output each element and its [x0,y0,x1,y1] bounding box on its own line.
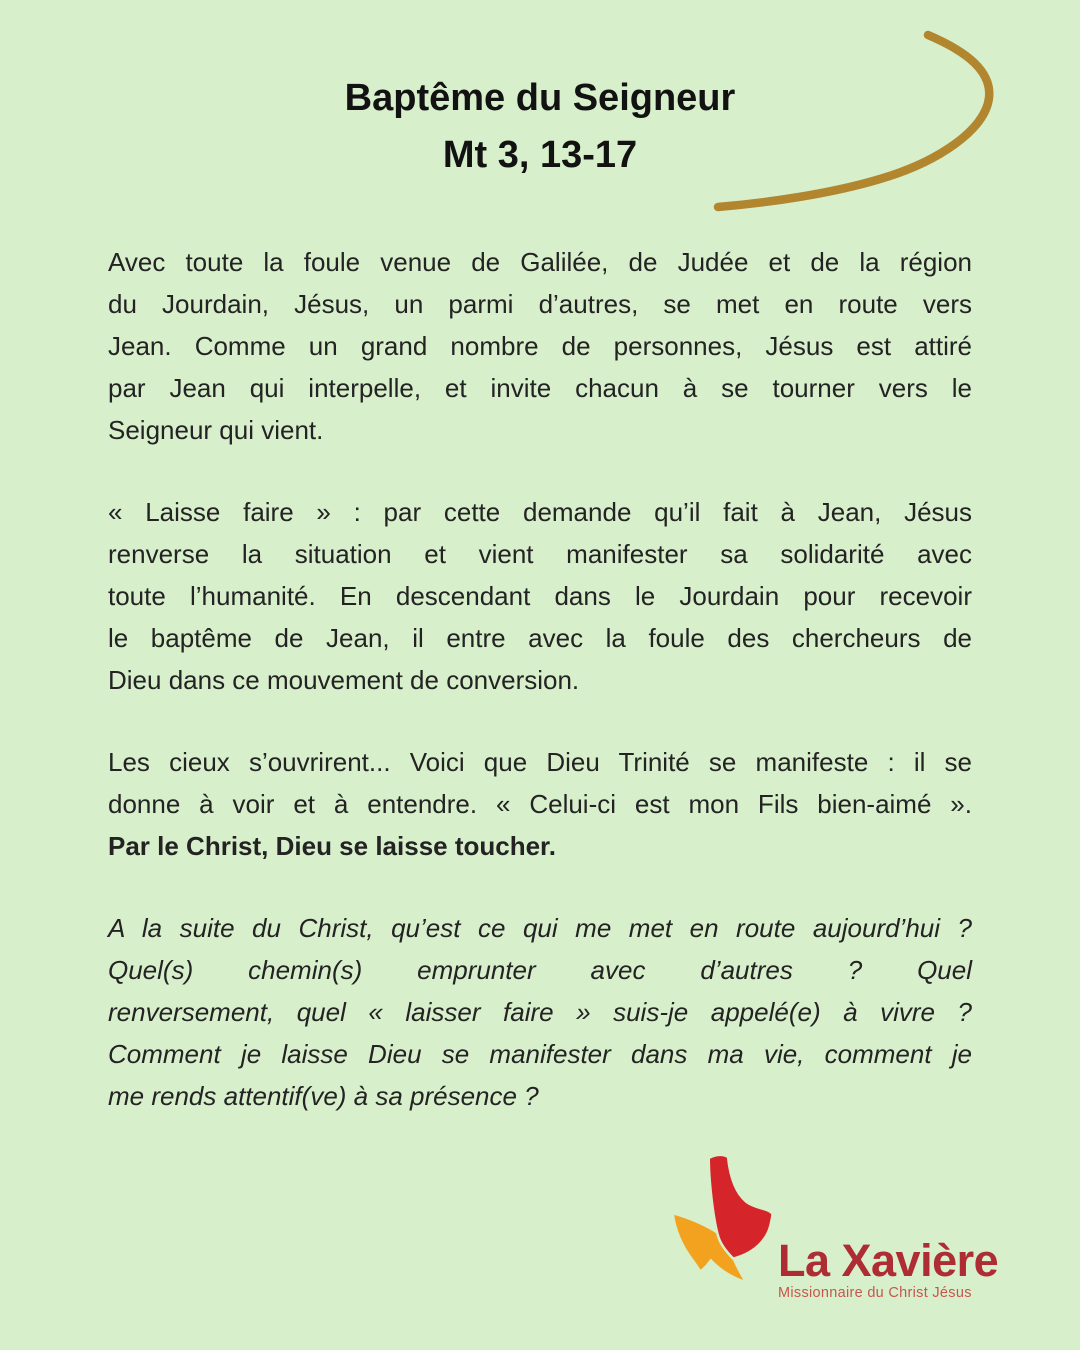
logo-wordmark: La Xavière [778,1235,999,1286]
logo [670,1154,1000,1324]
text-line: renverse la situation et vient manifester sa solidarité avec [108,539,972,569]
paragraph [108,491,972,701]
page-title: Baptême du Seigneur [344,77,736,119]
text-line: Dieu dans ce mouvement de conversion. [108,665,580,695]
logo-text [778,1235,999,1302]
text-line: toute l’humanité. En descendant dans le Jourdain pour recevoir [108,581,972,611]
text-line: Quel(s) chemin(s) emprunter avec d’autres ? Quel [108,955,972,985]
paragraph [108,741,972,867]
logo-tagline: Missionnaire du Christ Jésus [778,1285,972,1301]
la-xaviere-logo-mark-icon [670,1154,782,1288]
text-line: renversement, quel « laisser faire » suis-je appelé(e) à vivre ? [108,997,972,1027]
meditation-text [108,241,972,1157]
text-line: Seigneur qui vient. [108,415,324,445]
text-line: Par le Christ, Dieu se laisse toucher. [108,831,556,861]
header [0,70,1080,184]
text-line: Avec toute la foule venue de Galilée, de Judée et de la région [108,247,972,277]
paragraph [108,241,972,451]
text-line: Comment je laisse Dieu se manifester dans ma vie, comment je [108,1039,972,1069]
text-line: Jean. Comme un grand nombre de personnes, Jésus est attiré [108,331,972,361]
text-line: A la suite du Christ, qu’est ce qui me met en route aujourd’hui ? [108,913,972,943]
paragraph [108,907,972,1117]
text-line: donne à voir et à entendre. « Celui-ci est mon Fils bien-aimé ». [108,789,972,819]
text-line: le baptême de Jean, il entre avec la foule des chercheurs de [108,623,972,653]
text-line: Les cieux s’ouvrirent... Voici que Dieu Trinité se manifeste : il se [108,747,972,777]
text-line: me rends attentif(ve) à sa présence ? [108,1081,539,1111]
text-line: « Laisse faire » : par cette demande qu’il fait à Jean, Jésus [108,497,972,527]
page-subtitle: Mt 3, 13-17 [442,134,638,176]
text-line: du Jourdain, Jésus, un parmi d’autres, se met en route vers [108,289,972,319]
text-line: par Jean qui interpelle, et invite chacun à se tourner vers le [108,373,972,403]
